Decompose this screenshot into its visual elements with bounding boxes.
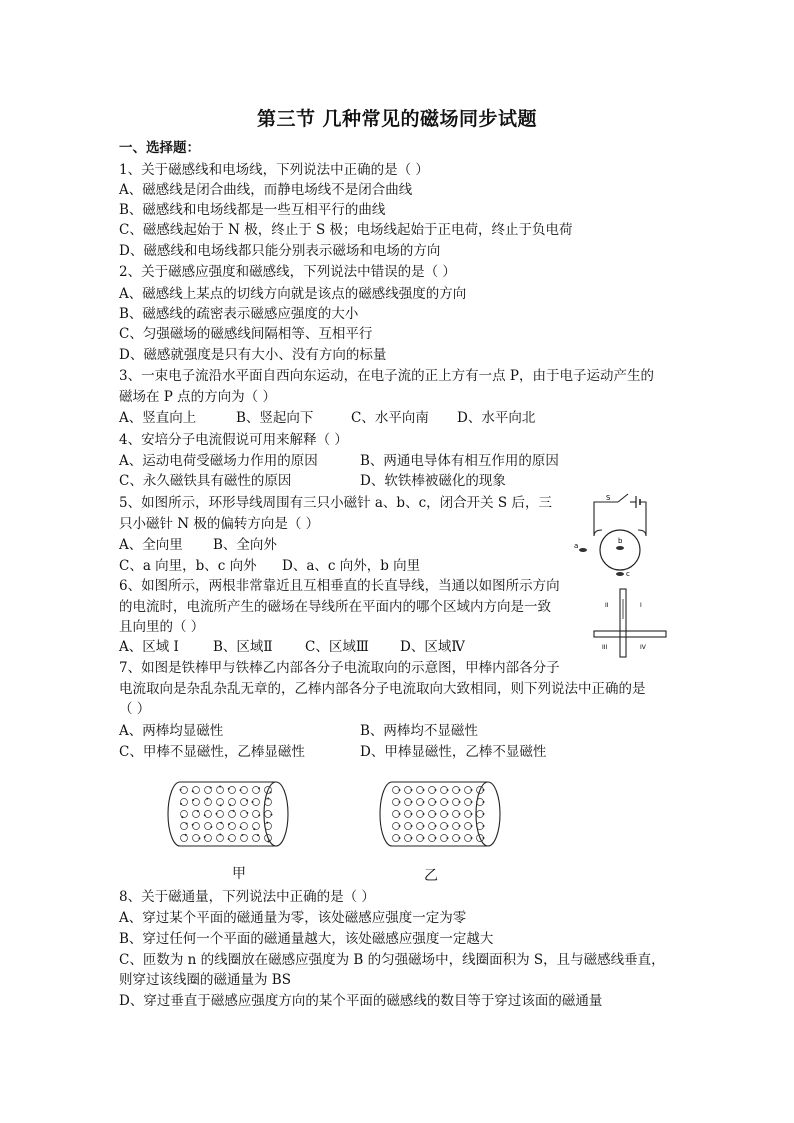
q6-region-2-label: II [605, 602, 609, 609]
q6-horizontal-wire [594, 631, 666, 637]
current-direction-mark [268, 840, 270, 842]
q6-stem-line3: 且向里的（ ） [119, 619, 205, 635]
current-direction-mark [228, 838, 230, 840]
molecular-current-ring [265, 811, 272, 818]
q1-stem: 1、关于磁感线和电场线，下列说法中正确的是（ ） [119, 162, 429, 178]
molecular-current-ring [181, 787, 188, 794]
current-direction-mark [483, 813, 485, 815]
molecular-current-ring [429, 823, 436, 830]
molecular-current-ring [441, 799, 448, 806]
current-direction-mark [198, 837, 200, 839]
current-direction-mark [206, 798, 208, 800]
q7-rod-jia-figure [168, 776, 292, 852]
q8-option-b: B、穿过任何一个平面的磁通量越大，该处磁感应强度一定越大 [119, 931, 494, 947]
current-direction-mark [197, 810, 199, 812]
q8-stem: 8、关于磁通量，下列说法中正确的是（ ） [119, 889, 375, 905]
current-direction-mark [219, 786, 221, 788]
molecular-current-ring [217, 835, 224, 842]
molecular-current-ring [417, 823, 424, 830]
q3-stem-line2: 磁场在 P 点的方向为（ ） [119, 389, 276, 405]
molecular-current-ring [229, 787, 236, 794]
q3-option-d: D、水平向北 [457, 410, 536, 426]
current-direction-mark [435, 813, 437, 815]
molecular-current-ring [253, 787, 260, 794]
current-direction-mark [266, 822, 268, 824]
current-direction-mark [246, 799, 248, 801]
molecular-current-ring [417, 787, 424, 794]
molecular-current-ring [193, 787, 200, 794]
molecular-current-ring [417, 835, 424, 842]
current-direction-mark [435, 801, 437, 803]
current-direction-mark [233, 810, 235, 812]
molecular-current-ring [205, 823, 212, 830]
molecular-current-ring [417, 799, 424, 806]
current-direction-mark [204, 814, 206, 816]
current-direction-mark [246, 812, 248, 814]
q4-option-b: B、两通电导体有相互作用的原因 [360, 453, 559, 469]
q1-option-b: B、磁感线和电场线都是一些互相平行的曲线 [119, 202, 386, 218]
molecular-current-ring [393, 811, 400, 818]
molecular-current-ring [465, 787, 472, 794]
molecular-current-ring [465, 835, 472, 842]
q7-option-a: A、两棒均显磁性 [119, 723, 224, 739]
q2-option-d: D、磁感就强度是只有大小、没有方向的标量 [119, 347, 387, 363]
molecular-current-ring [453, 835, 460, 842]
current-direction-mark [185, 834, 187, 836]
current-direction-mark [186, 823, 188, 825]
molecular-current-ring [217, 823, 224, 830]
q1-option-c: C、磁感线起始于 N 极，终止于 S 极；电场线起始于正电荷，终止于负电荷 [119, 222, 573, 238]
molecular-current-ring [453, 787, 460, 794]
molecular-current-ring [477, 823, 484, 830]
q2-option-a: A、磁感线上某点的切线方向就是该点的磁感线强度的方向 [119, 286, 467, 302]
current-direction-mark [483, 801, 485, 803]
current-direction-mark [459, 801, 461, 803]
q7-stem-line3: （ ） [119, 701, 151, 717]
molecular-current-ring [193, 823, 200, 830]
current-direction-mark [216, 813, 218, 815]
q5-option-a: A、全向里 [119, 537, 183, 553]
q7-caption-yi: 乙 [424, 868, 438, 884]
molecular-current-ring [205, 799, 212, 806]
q7-caption-jia: 甲 [232, 866, 246, 882]
molecular-current-ring [181, 811, 188, 818]
molecular-current-ring [465, 823, 472, 830]
current-direction-mark [241, 834, 243, 836]
current-direction-mark [267, 798, 269, 800]
molecular-current-ring [241, 787, 248, 794]
q6-stem-line1: 6、如图所示，两根非常靠近且互相垂直的长直导线，当通以如图所示方向 [119, 578, 560, 594]
q2-option-b: B、磁感线的疏密表示磁感应强度的大小 [119, 306, 359, 322]
molecular-current-ring [477, 811, 484, 818]
current-direction-mark [210, 826, 212, 828]
q7-rod-yi-molecular-currents [393, 787, 485, 842]
q6-region-1-label: I [640, 602, 642, 609]
q6-crossed-wires-figure [590, 585, 674, 660]
molecular-current-ring [429, 787, 436, 794]
current-direction-mark [423, 801, 425, 803]
current-direction-mark [447, 825, 449, 827]
molecular-current-ring [217, 799, 224, 806]
current-direction-mark [257, 834, 259, 836]
current-direction-mark [180, 789, 182, 791]
current-direction-mark [423, 825, 425, 827]
q5-needle-a-label: a [574, 542, 579, 550]
q5-loop-circuit-figure [566, 490, 666, 580]
molecular-current-ring [229, 811, 236, 818]
molecular-current-ring [393, 835, 400, 842]
current-direction-mark [483, 837, 485, 839]
current-direction-mark [471, 837, 473, 839]
current-direction-mark [399, 789, 401, 791]
q8-option-c-line1: C、匝数为 n 的线圈放在磁感应强度为 B 的匀强磁场中，线圈面积为 S，且与磁感线垂直， [119, 952, 665, 968]
current-direction-mark [471, 801, 473, 803]
q5-needle-a [579, 548, 587, 552]
molecular-current-ring [405, 799, 412, 806]
current-direction-mark [435, 789, 437, 791]
molecular-current-ring [217, 787, 224, 794]
q6-option-d: D、区域Ⅳ [400, 639, 465, 655]
molecular-current-ring [441, 811, 448, 818]
molecular-current-ring [253, 823, 260, 830]
q7-option-d: D、甲棒显磁性，乙棒不显磁性 [360, 744, 547, 760]
molecular-current-ring [477, 799, 484, 806]
molecular-current-ring [253, 811, 260, 818]
q5-option-c: C、a 向里，b、c 向外 [119, 558, 257, 574]
q5-option-d: D、a、c 向外，b 向里 [282, 558, 421, 574]
current-direction-mark [399, 813, 401, 815]
current-direction-mark [220, 822, 222, 824]
molecular-current-ring [205, 811, 212, 818]
molecular-current-ring [465, 799, 472, 806]
molecular-current-ring [217, 811, 224, 818]
q6-option-a: A、区域 I [119, 639, 179, 655]
molecular-current-ring [465, 811, 472, 818]
current-direction-mark [240, 789, 242, 791]
current-direction-mark [411, 801, 413, 803]
molecular-current-ring [265, 823, 272, 830]
current-direction-mark [180, 803, 182, 805]
q7-option-c: C、甲棒不显磁性，乙棒显磁性 [119, 744, 305, 760]
current-direction-mark [219, 834, 221, 836]
current-direction-mark [258, 814, 260, 816]
q7-rod-yi-figure [380, 776, 504, 852]
current-direction-mark [411, 825, 413, 827]
current-direction-mark [447, 789, 449, 791]
q5-needle-c [616, 572, 624, 576]
q6-option-b: B、区域Ⅱ [213, 639, 273, 655]
molecular-current-ring [453, 823, 460, 830]
molecular-current-ring [393, 787, 400, 794]
current-direction-mark [192, 824, 194, 826]
molecular-current-ring [405, 787, 412, 794]
q6-region-3-label: III [602, 644, 608, 651]
current-direction-mark [228, 823, 230, 825]
molecular-current-ring [441, 835, 448, 842]
current-direction-mark [483, 825, 485, 827]
current-direction-mark [192, 799, 194, 801]
q4-option-a: A、运动电荷受磁场力作用的原因 [119, 453, 318, 469]
current-direction-mark [399, 825, 401, 827]
current-direction-mark [181, 816, 183, 818]
current-direction-mark [471, 813, 473, 815]
current-direction-mark [411, 789, 413, 791]
current-direction-mark [399, 801, 401, 803]
q6-option-c: C、区域Ⅲ [305, 639, 369, 655]
molecular-current-ring [453, 811, 460, 818]
q4-stem: 4、安培分子电流假说可用来解释（ ） [119, 432, 348, 448]
current-direction-mark [270, 791, 272, 793]
molecular-current-ring [193, 835, 200, 842]
q5-stem-line2: 只小磁针 N 极的偏转方向是（ ） [119, 516, 320, 532]
q8-option-c-line2: 则穿过该线圈的磁通量为 BS [119, 972, 291, 988]
molecular-current-ring [393, 823, 400, 830]
current-direction-mark [459, 837, 461, 839]
q4-option-c: C、永久磁铁具有磁性的原因 [119, 473, 292, 489]
q5-option-b: B、全向外 [213, 537, 277, 553]
current-direction-mark [252, 801, 254, 803]
current-direction-mark [435, 837, 437, 839]
molecular-current-ring [405, 823, 412, 830]
molecular-current-ring [241, 811, 248, 818]
current-direction-mark [411, 837, 413, 839]
q1-option-d: D、磁感线和电场线都只能分别表示磁场和电场的方向 [119, 243, 441, 259]
molecular-current-ring [205, 835, 212, 842]
current-direction-mark [471, 825, 473, 827]
current-direction-mark [204, 836, 206, 838]
molecular-current-ring [393, 799, 400, 806]
q5-stem-line1: 5、如图所示，环形导线周围有三只小磁针 a、b、c，闭合开关 S 后，三 [119, 495, 552, 511]
q7-option-b: B、两棒均不显磁性 [360, 723, 478, 739]
q8-option-d: D、穿过垂直于磁感应强度方向的某个平面的磁感线的数目等于穿过该面的磁通量 [119, 993, 603, 1009]
q2-option-c: C、匀强磁场的磁感线间隔相等、互相平行 [119, 326, 373, 342]
current-direction-mark [447, 801, 449, 803]
q5-needle-c-label: c [626, 570, 630, 578]
q7-stem-line2: 电流取向是杂乱杂乱无章的，乙棒内部各分子电流取向大致相同，则下列说法中正确的是 [119, 681, 646, 697]
molecular-current-ring [265, 799, 272, 806]
molecular-current-ring [441, 823, 448, 830]
current-direction-mark [229, 804, 231, 806]
current-direction-mark [423, 789, 425, 791]
molecular-current-ring [417, 811, 424, 818]
current-direction-mark [240, 826, 242, 828]
q3-option-a: A、竖直向上 [119, 410, 197, 426]
section-heading: 一、选择题： [119, 140, 200, 156]
q8-option-a: A、穿过某个平面的磁通量为零，该处磁感应强度一定为零 [119, 910, 467, 926]
q4-option-d: D、软铁棒被磁化的现象 [360, 473, 506, 489]
current-direction-mark [411, 813, 413, 815]
molecular-current-ring [229, 835, 236, 842]
molecular-current-ring [405, 811, 412, 818]
molecular-current-ring [429, 799, 436, 806]
q6-stem-line2: 的电流时，电流所产生的磁场在导线所在平面内的哪个区域内方向是一致 [119, 599, 551, 615]
q6-region-4-label: IV [640, 644, 646, 651]
q2-stem: 2、关于磁感应强度和磁感线，下列说法中错误的是（ ） [119, 264, 456, 280]
q5-switch-label: S [606, 494, 611, 502]
current-direction-mark [459, 813, 461, 815]
q5-needle-b [616, 546, 624, 550]
molecular-current-ring [241, 823, 248, 830]
q3-option-c: C、水平向南 [351, 410, 429, 426]
q7-rod-jia-molecular-currents [180, 786, 273, 843]
current-direction-mark [399, 837, 401, 839]
molecular-current-ring [429, 835, 436, 842]
current-direction-mark [435, 825, 437, 827]
current-direction-mark [471, 789, 473, 791]
molecular-current-ring [441, 787, 448, 794]
molecular-current-ring [405, 835, 412, 842]
current-direction-mark [483, 789, 485, 791]
current-direction-mark [270, 814, 272, 816]
current-direction-mark [459, 789, 461, 791]
q3-stem-line1: 3、一束电子流沿水平面自西向东运动，在电子流的正上方有一点 P，由于电子运动产生的 [119, 368, 654, 384]
current-direction-mark [220, 804, 222, 806]
current-direction-mark [228, 788, 230, 790]
current-direction-mark [253, 828, 255, 830]
current-direction-mark [210, 787, 212, 789]
current-direction-mark [459, 825, 461, 827]
page-title: 第三节 几种常见的磁场同步试题 [256, 108, 538, 130]
q1-option-a: A、磁感线是闭合曲线，而静电场线不是闭合曲线 [119, 182, 413, 198]
q7-stem-line1: 7、如图是铁棒甲与铁棒乙内部各分子电流取向的示意图，甲棒内部各分子 [119, 660, 560, 676]
current-direction-mark [423, 837, 425, 839]
molecular-current-ring [241, 799, 248, 806]
current-direction-mark [192, 790, 194, 792]
molecular-current-ring [253, 799, 260, 806]
q5-needle-b-label: b [618, 537, 623, 545]
q3-option-b: B、竖起向下 [236, 410, 314, 426]
molecular-current-ring [453, 799, 460, 806]
current-direction-mark [447, 837, 449, 839]
current-direction-mark [423, 813, 425, 815]
current-direction-mark [447, 813, 449, 815]
molecular-current-ring [429, 811, 436, 818]
current-direction-mark [258, 787, 260, 789]
